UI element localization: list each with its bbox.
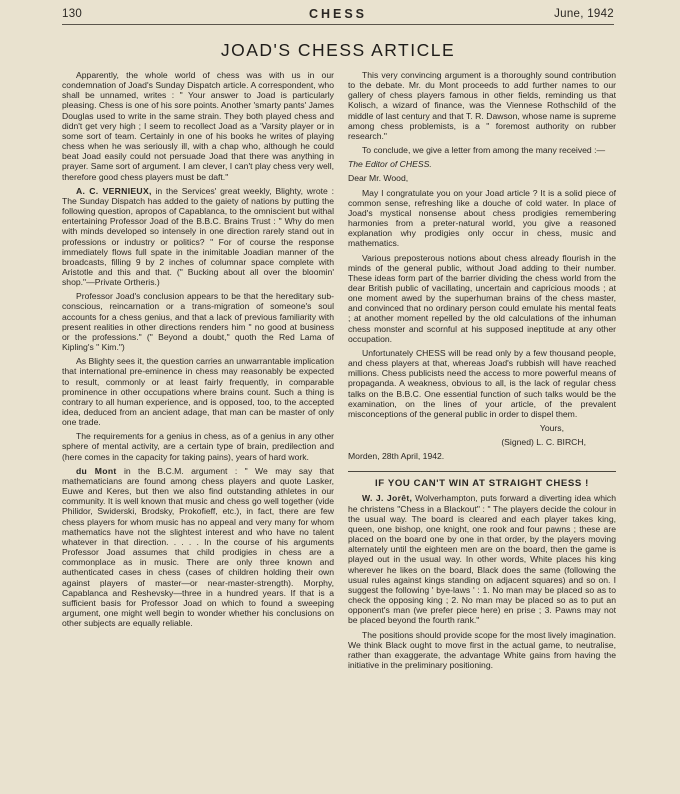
paragraph: As Blighty sees it, the question carries an unwarrantable implication that international pre-eminence in chess may reasonably be expected to result, commonly or at least fairly frequently, in comparable prominence in other occupations where brains count. Such a thing is contrary to all human experience, and is opposed, too, to the accepted idea, deduced from an ancient adage, that man can be master of only one trade.: [62, 356, 334, 428]
letter-salutation: Dear Mr. Wood,: [348, 173, 409, 184]
header-rule: [62, 24, 614, 25]
paragraph-text: in the Services' great weekly, Blighty, wrote : The Sunday Dispatch has added to the gaiety of nations by putting the following question, apropos of Capablanca, to the omniscient but withal entertaining Professor Joad of the B.B.C. Brains Trust : " Why do men with minds developed so intensely in one direction rarely stand out in professions or industry or politics? " For of course the response immediately flows full spate in the inimitable Joadian manner of the broadcasts, filling 9 by 2 inches of columnar space complete with Aristotle and this and that. (" Bucking about all over the bloomin' shop."—Private Ortheris.): [62, 185, 334, 288]
paragraph: Professor Joad's conclusion appears to be that the hereditary sub-conscious, reincarnation or a trans-migration of someone's soul accounts for a chess genius, and that a lack of previous familiarity with present realities in other directions renders him " no good at business or the professions." (" Beyond a doubt," quoth the Red Lama of Kipling's " Kim."): [62, 291, 334, 353]
paragraph: Unfortunately CHESS will be read only by a few thousand people, and chess players at that, whereas Joad's rubbish will have reached millions. Chess publicists need the access to more powerful means of propaganda. A weakness, obvious to all, is the lack of regular chess talks on the B.B.C. One essential function of such talks would be the examination, on the lines of your article, of the prevalent misconceptions of the general public in order to dispel them.: [348, 347, 616, 419]
running-header: [62, 6, 614, 26]
paragraph: The requirements for a genius in chess, as of a genius in any other sphere of mental activity, are a certain type of brain, predilection and (here comes in the capacity for taking pains), years of hard work.: [62, 431, 334, 462]
paragraph: To conclude, we give a letter from among the many received :—: [362, 145, 606, 156]
section-divider: [348, 471, 616, 472]
author-name: A. C. VERNIEUX,: [76, 185, 152, 196]
section-heading: IF YOU CAN'T WIN AT STRAIGHT CHESS !: [375, 478, 589, 490]
paragraph: This very convincing argument is a thoroughly sound contribution to the debate. Mr. du Mont proceeds to add further names to our gallery of chess players famous in other fields, reminding us that Kolisch, a wizard of finance, was the Viennese Rothschild of the middle of last century and that T. R. Dawson, whose name is supreme among chess problemists, is a " foremost authority on rubber research.": [348, 70, 616, 141]
paragraph: Apparently, the whole world of chess was with us in our condemnation of Joad's Sunday Dispatch article. A correspondent, who shall be unnamed, writes : " Your answer to Joad is particularly pleasing. Chess is one of his sore points. Another 'smarty pants' James Douglas used to write in the same strain. They both played chess and didn't get very high ; I seem to recollect Joad as a 'Varsity player or in some sort of team. Certainly in one of his books he writes of playing chess when he was seriously ill, with a chap who, although he could beat Joad easily could not persuade Joad that there was anything in prayer. Same sort of argument. I am clever, I can't play chess very well, therefore good chess players must be daft.": [62, 70, 334, 182]
article-title: JOAD'S CHESS ARTICLE: [220, 40, 456, 60]
right-column: [348, 70, 616, 670]
magazine-name: CHESS: [308, 7, 368, 21]
letter-signature: (Signed) L. C. BIRCH,: [501, 437, 586, 448]
paragraph-text: Wolverhampton, puts forward a diverting idea which he christens "Chess in a Blackout" : " The players decide the colour in the usual way. The board is cleared and each player takes king, queen, one bishop, one knight, one rook and four pawns ; these are placed on the board one by one in that order, by the players moving alternately until the eighteen men are on the board, then the game is played out in the usual way. In other words, White places his king wherever he likes on the board, Black does the same (following the usual rules against kings standing on adjacent squares) and so on. I suggest the following ' bye-laws ' : 1. No man may be placed so as to check the opposing king ; 2. No man may be placed so as to put an opponent's man (we prefer piece here) en prise ; 3. Pawns may not be placed beyond the fourth rank.": [348, 493, 616, 626]
letter-addressee: The Editor of CHESS.: [348, 159, 432, 170]
paragraph: [62, 466, 334, 629]
page-number: 130: [62, 8, 83, 20]
left-column: [62, 70, 334, 628]
paragraph: [348, 493, 616, 625]
paragraph: Various preposterous notions about chess already flourish in the minds of the general public, without Joad adding to their number. These ideas form part of the barrier dividing the chess world from the dear British public of vacillating, uncertain and capricious moods ; at one moment awed by the superhuman brains of the chess master, and convinced that no ordinary person could emulate his mental feats ; at another moment repelled by the old calculations of the inhuman chess monster and scornful at his supposed ineptitude at any other occupation.: [348, 252, 616, 344]
letter-closing: Yours,: [539, 423, 564, 433]
paragraph: May I congratulate you on your Joad article ? It is a solid piece of common sense, refreshing like a douche of cold water. In place of Joad's mystical nonsense about chess prodigies remembering harmonies from a preter-natural world, you give a reasoned explanation why prodigies only occur in chess, music and mathematics.: [348, 187, 616, 249]
paragraph-text: in the B.C.M. argument : " We may say that mathematicians are found among chess players and quote Lasker, Euwe and Keres, but then we also find outstanding athletes in our community. It is well known that music and chess go well together (vide Philidor, Swiderski, Brodsky, Prokofieff, etc.), in fact, there are few chess players for whom music has no appeal and very many for whom mathematics have not the slightest interest and who have no talent whatever in that direction. . . . . In the course of his arguments Professor Joad assumes that child prodigies in chess are a commonplace as in music. There are only three known and authenticated cases in chess (cases of children holding their own against players of master—or near-master-strength). Morphy, Capablanca and Reshevsky—three in a hundred years. If that is a sufficient basis for Professor Joad on which to found a sweeping argument, one might well begin to wonder whether his conclusions on other subjects are equally reliable.: [62, 465, 334, 629]
issue-date: June, 1942: [554, 8, 614, 20]
author-name: du Mont: [76, 465, 117, 476]
letter-place-date: Morden, 28th April, 1942.: [348, 451, 445, 462]
paragraph: [62, 186, 334, 288]
paragraph: The positions should provide scope for the most lively imagination. We think Black ought to move first in the actual game, to neutralise, rather than exaggerate, the advantage White gains from having the initiative in the preliminary positioning.: [348, 629, 616, 670]
author-name: W. J. Jorêt,: [362, 493, 413, 504]
